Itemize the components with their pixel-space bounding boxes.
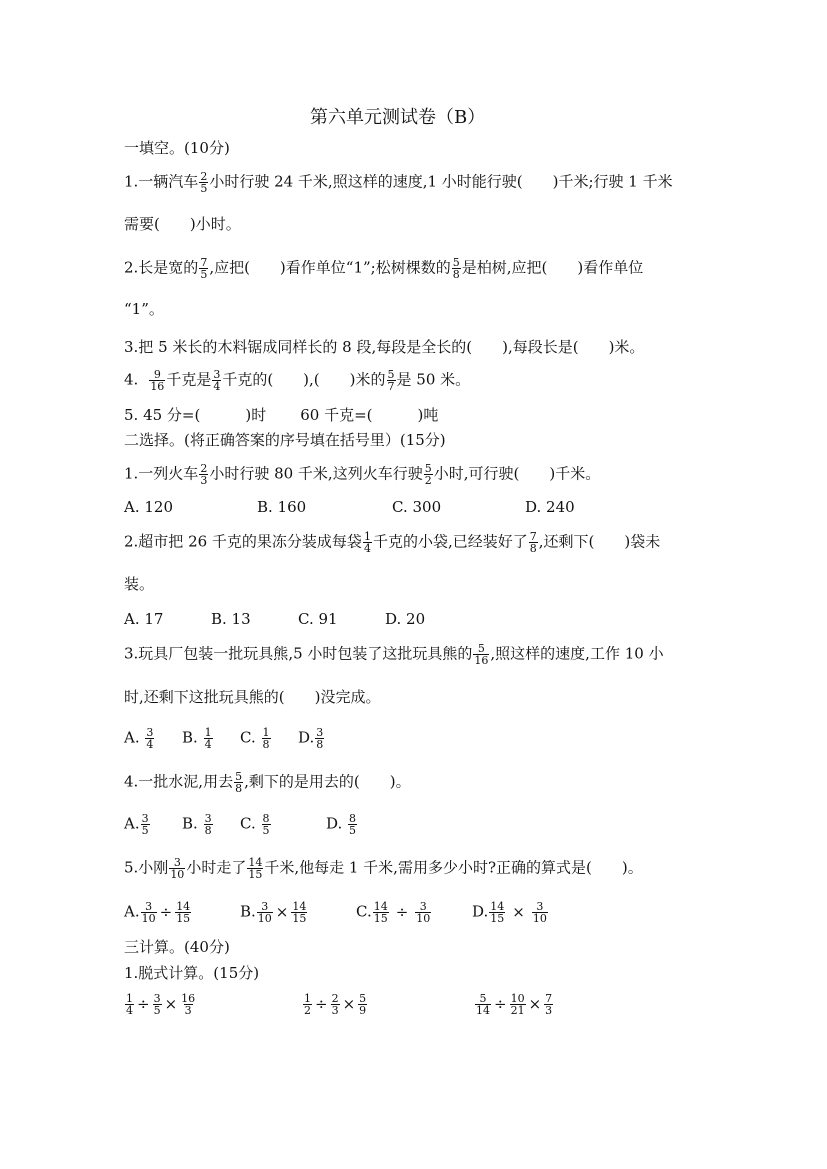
option-c[interactable]: C. $\frac{1}{8}$ (240, 726, 270, 751)
option-a[interactable]: A. $\frac{3}{10}$ ÷ $\frac{14}{15}$ (124, 900, 191, 925)
fraction: $\frac{5}{9}$ (359, 992, 367, 1017)
text: 4.一批水泥,用去 (124, 772, 234, 791)
text: ,应把( )看作单位“1”;松树棵数的 (209, 258, 451, 277)
text: 千米,他每走 1 千米,需用多少小时?正确的算式是( )。 (264, 858, 643, 877)
fill-q3: 3.把 5 米长的木料锯成同样长的 8 段,每段是全长的( ),每段长是( )米。 (124, 338, 645, 356)
option-d[interactable]: D. $\frac{14}{15}$ × $\frac{3}{10}$ (472, 900, 547, 925)
calc-q1-heading: 1.脱式计算。(15分) (124, 964, 260, 982)
fraction: $\frac{3}{10}$ (141, 900, 156, 925)
section-fill-heading: 一填空。(10分) (124, 139, 230, 157)
fraction: $\frac{7}{8}$ (529, 530, 537, 555)
fraction: $\frac{2}{3}$ (200, 462, 208, 487)
text: 1.一列火车 (124, 464, 199, 483)
fraction: $\frac{5}{7}$ (387, 368, 395, 393)
choice-q3-line2: 时,还剩下这批玩具熊的( )没完成。 (124, 688, 381, 706)
choice-q4-options (124, 813, 358, 836)
fraction: $\frac{8}{5}$ (349, 812, 357, 837)
choice-q1 (124, 463, 600, 486)
fraction: $\frac{14}{15}$ (373, 900, 388, 925)
option-d[interactable]: D. $\frac{8}{5}$ (326, 812, 357, 837)
text: 2.超市把 26 千克的果冻分装成每袋 (124, 532, 362, 551)
fraction: $\frac{1}{4}$ (204, 726, 212, 751)
text: 千克的( ),( )米的 (222, 370, 386, 389)
fraction: $\frac{14}{15}$ (292, 900, 307, 925)
fraction: $\frac{14}{15}$ (490, 900, 505, 925)
fill-q5 (124, 405, 438, 425)
fraction: $\frac{14}{15}$ (176, 900, 191, 925)
fraction: $\frac{3}{5}$ (141, 812, 149, 837)
calc-expression: $\frac{1}{2}$ ÷ $\frac{2}{3}$ × $\frac{5}{9}$ (304, 992, 367, 1017)
section-calc-heading: 三计算。(40分) (124, 938, 230, 956)
text: ,剩下的是用去的( )。 (244, 772, 411, 791)
text: 4. (124, 370, 139, 389)
fraction: $\frac{3}{4}$ (213, 368, 221, 393)
option-b[interactable]: B. $\frac{3}{8}$ (182, 812, 212, 837)
option-c[interactable]: C. 300 (392, 498, 442, 516)
fill-q2-line1 (124, 257, 643, 280)
text: 60 千克=( )吨 (300, 406, 439, 424)
text: 3.玩具厂包装一批玩具熊,5 小时包装了这批玩具熊的 (124, 644, 473, 663)
text: 5.小刚 (124, 858, 169, 877)
text: 千克是 (166, 370, 212, 389)
choice-q1-options (124, 497, 575, 517)
fraction: $\frac{5}{8}$ (235, 770, 243, 795)
fraction: $\frac{8}{5}$ (262, 812, 270, 837)
fraction: $\frac{1}{4}$ (363, 530, 371, 555)
fraction: $\frac{5}{8}$ (452, 256, 460, 281)
option-b[interactable]: B. 13 (211, 610, 251, 628)
text: ,照这样的速度,工作 10 小 (490, 644, 664, 663)
fraction: $\frac{3}{4}$ (146, 726, 154, 751)
option-a[interactable]: A. $\frac{3}{5}$ (124, 812, 149, 837)
fraction: $\frac{10}{21}$ (510, 992, 525, 1017)
fraction: $\frac{5}{16}$ (474, 642, 489, 667)
option-c[interactable]: C. 91 (298, 610, 338, 628)
option-a[interactable]: A. 17 (124, 610, 164, 628)
choice-q3-line1 (124, 643, 664, 666)
fraction: $\frac{1}{2}$ (304, 992, 311, 1017)
text: 1.一辆汽车 (124, 172, 199, 191)
text: 小时行驶 80 千米,这列火车行驶 (209, 464, 423, 483)
fill-q4 (124, 369, 470, 392)
calc-expression: $\frac{1}{4}$ ÷ $\frac{3}{5}$ × $\frac{16}{3}$ (126, 992, 196, 1017)
option-a[interactable]: A. 120 (124, 498, 173, 516)
option-c[interactable]: C. $\frac{8}{5}$ (240, 812, 270, 837)
fraction: $\frac{1}{8}$ (262, 726, 270, 751)
option-d[interactable]: D. 240 (525, 498, 575, 516)
fraction: $\frac{14}{15}$ (248, 856, 263, 881)
choice-q4 (124, 771, 411, 794)
option-b[interactable]: B. $\frac{3}{10}$ × $\frac{14}{15}$ (240, 900, 307, 925)
choice-q5-options (124, 901, 549, 924)
fraction: $\frac{2}{5}$ (200, 170, 208, 195)
fraction: $\frac{3}{10}$ (532, 900, 547, 925)
choice-q2-line1 (124, 531, 660, 554)
text: 是柏树,应把( )看作单位 (461, 258, 644, 277)
fraction: $\frac{3}{10}$ (170, 856, 185, 881)
fraction: $\frac{5}{14}$ (476, 992, 490, 1017)
choice-q5 (124, 857, 643, 880)
fraction: $\frac{1}{4}$ (126, 992, 133, 1017)
fraction: $\frac{3}{8}$ (316, 726, 324, 751)
choice-q3-options (124, 727, 325, 750)
option-d[interactable]: D. $\frac{3}{8}$ (298, 726, 324, 751)
text: ,还剩下( )袋未 (538, 532, 661, 551)
fraction: $\frac{7}{3}$ (545, 992, 553, 1017)
fraction: $\frac{3}{10}$ (416, 900, 431, 925)
text: 千克的小袋,已经装好了 (372, 532, 528, 551)
fill-q1-line1 (124, 171, 673, 194)
fill-q2-line2: “1”。 (124, 300, 164, 318)
option-b[interactable]: B. 160 (257, 498, 307, 516)
fraction: $\frac{3}{5}$ (153, 992, 161, 1017)
text: 小时,可行驶( )千米。 (433, 464, 601, 483)
text: 小时行驶 24 千米,照这样的速度,1 小时能行驶( )千米;行驶 1 千米 (209, 172, 673, 191)
fraction: $\frac{7}{5}$ (200, 256, 208, 281)
text: 5. 45 分=( )时 (124, 406, 267, 424)
fraction: $\frac{5}{2}$ (424, 462, 432, 487)
text: 是 50 米。 (396, 370, 471, 389)
choice-q2-options (124, 609, 425, 629)
option-b[interactable]: B. $\frac{1}{4}$ (182, 726, 212, 751)
option-d[interactable]: D. 20 (385, 610, 426, 628)
fraction: $\frac{3}{8}$ (204, 812, 212, 837)
fraction: $\frac{3}{10}$ (257, 900, 272, 925)
calc-expression: $\frac{5}{14}$ ÷ $\frac{10}{21}$ × $\frac{7}{3}$ (476, 992, 553, 1017)
fraction: $\frac{2}{3}$ (331, 992, 339, 1017)
option-a[interactable]: A. $\frac{3}{4}$ (124, 726, 154, 751)
page-title: 第六单元测试卷（B） (310, 107, 486, 128)
text: 小时走了 (186, 858, 247, 877)
section-choice-heading: 二选择。(将正确答案的序号填在括号里）(15分) (124, 431, 446, 449)
option-c[interactable]: C. $\frac{14}{15}$ ÷ $\frac{3}{10}$ (356, 900, 431, 925)
choice-q2-line2: 装。 (124, 575, 155, 593)
fraction: $\frac{9}{16}$ (150, 368, 165, 393)
fill-q1-line2: 需要( )小时。 (124, 215, 241, 233)
text: 2.长是宽的 (124, 258, 199, 277)
fraction: $\frac{16}{3}$ (181, 992, 196, 1017)
